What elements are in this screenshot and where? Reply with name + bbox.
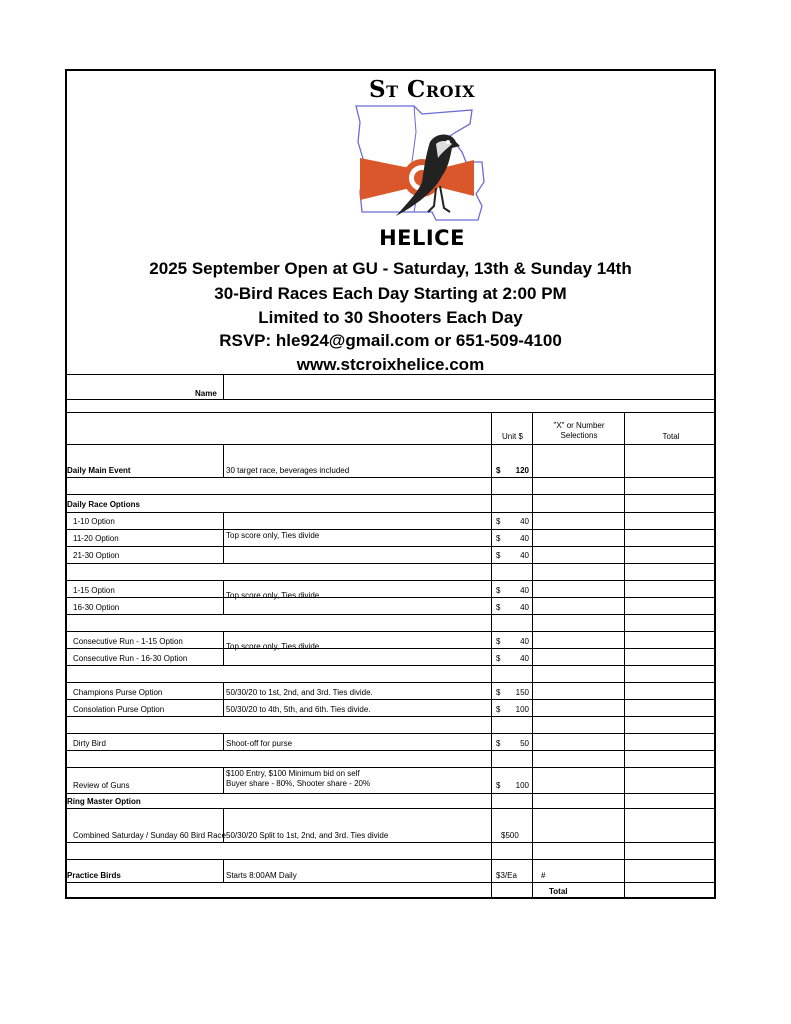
st-croix-helice-logo [352,72,492,252]
grid-line [65,374,716,375]
logo-title: St Croix [369,76,475,103]
daily-race-options-label: Daily Race Options [67,500,140,509]
consecutive-label: Consecutive Run - 16-30 Option [73,654,188,663]
daily-main-event-label: Daily Main Event [67,466,131,475]
grid-line [532,412,533,898]
combined-race-desc: 50/30/20 Split to 1st, 2nd, and 3rd. Ties divide [226,831,389,840]
grid-line [223,580,224,614]
grid-line [624,412,625,898]
name-label: Name [195,389,217,398]
grid-line [223,733,224,750]
col-selections-header: "X" or Number Selections [553,421,605,440]
race-schedule: 30-Bird Races Each Day Starting at 2:00 PM [214,284,567,303]
total-input[interactable] [625,445,715,476]
grid-line [223,859,224,882]
consecutive-amount: 40 [520,654,529,663]
grid-line [65,563,716,564]
practice-birds-count-marker: # [541,871,546,880]
champions-purse-amount: 150 [515,688,529,697]
consecutive-amount: 40 [520,637,529,646]
grid-line [65,682,716,683]
grid-line [65,580,716,581]
combined-race-label: Combined Saturday / Sunday 60 Bird Race [73,831,226,840]
selection-input[interactable] [533,445,623,476]
grid-line [65,767,716,768]
grid-line [65,716,716,717]
grid-line [223,374,224,399]
dirty-bird-amount: 50 [520,739,529,748]
col-total-header: Total [662,432,680,441]
ring-master-label: Ring Master Option [67,797,141,806]
grid-line [65,699,716,700]
race-option-amount: 40 [520,534,529,543]
pigeon-target-emblem-icon [352,102,492,224]
grand-total-input[interactable] [625,883,715,897]
grand-total-label: Total [549,887,568,896]
practice-birds-desc: Starts 8:00AM Daily [226,871,297,880]
grid-line [65,793,716,794]
review-of-guns-amount: 100 [515,781,529,790]
race-option-amount: 40 [520,517,529,526]
race-option-15-amount: 40 [520,586,529,595]
grid-line [65,399,716,400]
shooter-limit: Limited to 30 Shooters Each Day [258,308,523,327]
name-field[interactable] [226,378,712,398]
currency-symbol: $ [496,466,501,475]
rsvp-contact: RSVP: hle924@gmail.com or 651-509-4100 [219,331,562,350]
currency-symbol: $ [496,551,501,560]
grid-line [65,808,716,809]
dirty-bird-desc: Shoot-off for purse [226,739,293,748]
grid-line [65,597,716,598]
currency-symbol: $ [496,781,501,790]
consolation-purse-desc: 50/30/20 to 4th, 5th, and 6th. Ties divide. [226,705,371,714]
grid-line [65,546,716,547]
consolation-purse-label: Consolation Purse Option [73,705,165,714]
grid-line [65,631,716,632]
grid-line [65,665,716,666]
currency-symbol: $ [496,654,501,663]
race-option-label: 21-30 Option [73,551,120,560]
grid-line [65,750,716,751]
grid-line [223,512,224,563]
consolation-purse-amount: 100 [515,705,529,714]
daily-main-event-desc: 30 target race, beverages included [226,466,350,475]
grid-line [65,648,716,649]
grid-line [65,882,716,883]
combined-race-amount: $500 [501,831,519,840]
event-title: 2025 September Open at GU - Saturday, 13th & Sunday 14th [149,259,632,278]
grid-line [65,494,716,495]
currency-symbol: $ [496,603,501,612]
grid-line [65,529,716,530]
currency-symbol: $ [496,586,501,595]
race-option-15-label: 1-15 Option [73,586,115,595]
grid-line [65,412,716,413]
currency-symbol: $ [496,705,501,714]
grid-line [65,859,716,860]
grid-line [65,477,716,478]
grid-line [491,412,492,898]
grid-line [65,614,716,615]
review-of-guns-label: Review of Guns [73,781,130,790]
currency-symbol: $ [496,739,501,748]
website-link[interactable]: www.stcroixhelice.com [296,355,485,374]
col-unit-header: Unit $ [502,432,523,441]
practice-birds-unit: $3/Ea [496,871,517,880]
dirty-bird-label: Dirty Bird [73,739,106,748]
race-options-desc: Top score only, Ties divide [226,531,320,540]
race-option-15-amount: 40 [520,603,529,612]
grid-line [223,444,224,477]
currency-symbol: $ [496,637,501,646]
grid-line [223,682,224,716]
grid-line [65,842,716,843]
champions-purse-desc: 50/30/20 to 1st, 2nd, and 3rd. Ties divide. [226,688,373,697]
grid-line [223,631,224,665]
grid-line [223,767,224,793]
currency-symbol: $ [496,688,501,697]
grid-line [65,733,716,734]
race-option-amount: 40 [520,551,529,560]
currency-symbol: $ [496,517,501,526]
race-option-label: 1-10 Option [73,517,115,526]
practice-birds-label: Practice Birds [67,871,121,880]
logo-subtitle: HELICE [379,226,465,250]
race-option-15-label: 16-30 Option [73,603,120,612]
review-of-guns-desc: Buyer share - 80%, Shooter share - 20% [226,779,371,788]
race-options-15-desc: Top score only, Ties divide [226,591,320,600]
race-option-label: 11-20 Option [73,534,119,543]
daily-main-event-amount: 120 [515,466,529,475]
consecutive-desc: Top score only, Ties divide [226,642,320,651]
consecutive-label: Consecutive Run - 1-15 Option [73,637,183,646]
grid-line [65,512,716,513]
review-of-guns-desc: $100 Entry, $100 Minimum bid on self [226,769,360,778]
champions-purse-label: Champions Purse Option [73,688,163,697]
currency-symbol: $ [496,534,501,543]
